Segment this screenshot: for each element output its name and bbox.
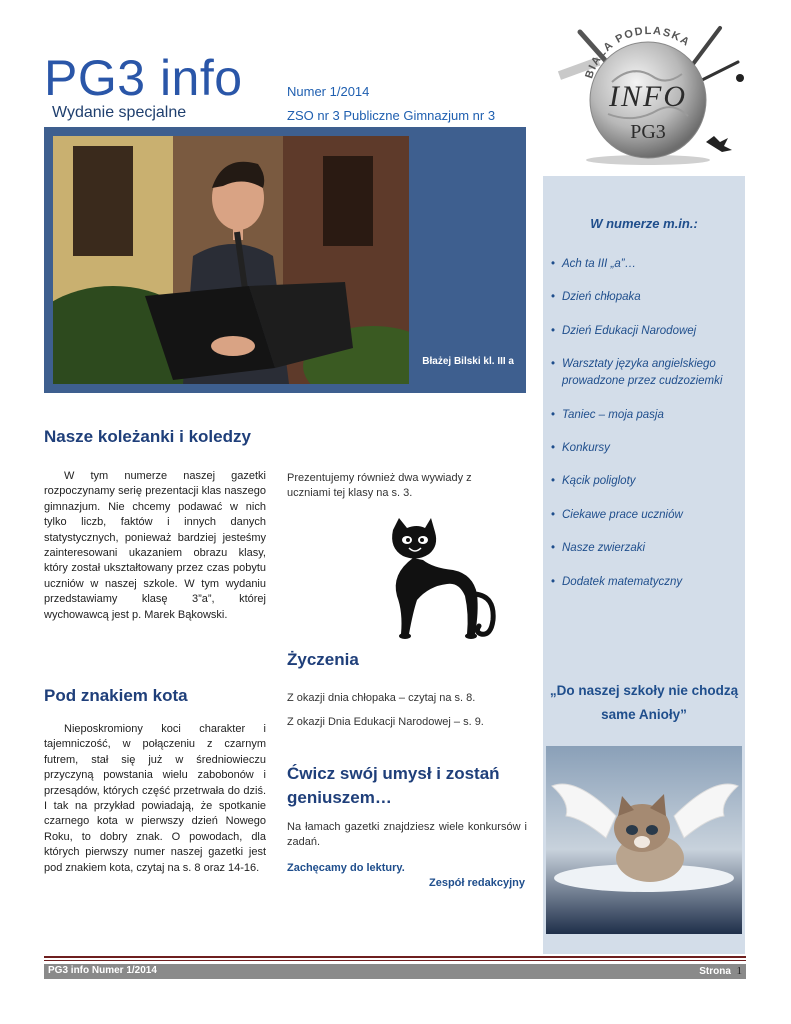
list-item: • Ciekawe prace uczniów: [551, 507, 741, 524]
article-heading-classmates: Nasze koleżanki i koledzy: [44, 427, 251, 446]
contents-list: [551, 256, 741, 607]
issue-number: Numer 1/2014: [287, 84, 370, 99]
reading-invitation: Zachęcamy do lektury.: [287, 862, 405, 874]
wishes-line-teachers-day: Z okazji Dnia Edukacji Narodowej – s. 9.: [287, 716, 484, 728]
list-item: • Kącik poligloty: [551, 473, 741, 490]
list-item: • Dzień chłopaka: [551, 289, 741, 306]
black-cat-icon: [383, 516, 501, 644]
article-heading-cat: Pod znakiem kota: [44, 686, 188, 705]
photo-caption: Błażej Bilski kl. III a: [422, 356, 514, 367]
sidebar-quote: „Do naszej szkoły nie chodzą same Anioły”: [549, 683, 739, 722]
list-item: • Konkursy: [551, 440, 741, 457]
sidebar: [543, 176, 745, 954]
list-item: • Warsztaty języka angielskiego prowadzone przez cudzoziemki: [551, 356, 741, 390]
list-item: • Dodatek matematyczny: [551, 574, 741, 591]
sidebar-title: W numerze m.in.:: [590, 216, 698, 231]
logo-arc-text: BIAŁA PODLASKA: [583, 24, 693, 81]
list-item: • Dzień Edukacji Narodowej: [551, 323, 741, 340]
edition-subtitle: Wydanie specjalne: [52, 104, 187, 121]
editorial-signature: Zespół redakcyjny: [429, 877, 525, 889]
article-heading-genius: Ćwicz swój umysł i zostań geniuszem…: [287, 764, 500, 807]
footer-rule-thin: [44, 960, 746, 961]
article-body-cat: Nieposkromiony koci charakter i tajemniczość, w połączeniu z czarnym futrem, stał się już w średniowieczu przyczyną powstania wielu zabobonów i przesądów, których część przetrwała do dziś. I tak na przykład powiadają, że spotkanie czarnego kota w pierwszy dzień Nowego Roku, to dobry znak. O powodach, dla których pierwszy numer naszej gazetki jest pod znakiem kota, czytaj na s. 8 oraz 14-16.: [44, 723, 266, 874]
page-number: 1: [736, 965, 742, 977]
school-name: ZSO nr 3 Publiczne Gimnazjum nr 3: [287, 108, 496, 123]
logo-main-text: INFO: [609, 80, 687, 113]
hero-photo-frame: [44, 127, 526, 393]
list-item: • Nasze zwierzaki: [551, 540, 741, 557]
page-label: Strona: [699, 966, 731, 977]
wishes-line-boys-day: Z okazji dnia chłopaka – czytaj na s. 8.: [287, 692, 476, 704]
footer-bar: [44, 964, 746, 979]
footer-issue: PG3 info Numer 1/2014: [48, 965, 157, 976]
article-body-classmates: W tym numerze naszej gazetki rozpoczynamy serię prezentacji klas naszego gimnazjum. Nie chcemy podawać w nich tylko liczb, faktów i innych danych statystycznych, ponieważ bardziej jesteśmy zainteresowani ukazaniem obrazu klasy, który został ukształtowany przez czas pobytu uczniów w naszej szkole. W tym wydaniu przedstawiamy klasę 3”a”, której wychowawcą jest p. Marek Bąkowski.: [44, 470, 266, 621]
logo-sub-text: PG3: [630, 121, 666, 143]
hero-photo: [53, 136, 409, 384]
list-item: • Ach ta III „a”…: [551, 256, 741, 273]
magazine-title: PG3 info: [44, 50, 243, 106]
article-body-genius: Na łamach gazetki znajdziesz wiele konkursów i zadań.: [287, 821, 527, 849]
angel-kitten-image: [546, 746, 742, 934]
footer-page: [699, 965, 742, 977]
footer-rule: [44, 956, 746, 958]
article-heading-wishes: Życzenia: [287, 650, 359, 669]
article-body-interviews: Prezentujemy również dwa wywiady z uczniami tej klasy na s. 3.: [287, 472, 472, 500]
globe-logo: [550, 22, 750, 170]
list-item: • Taniec – moja pasja: [551, 407, 741, 424]
